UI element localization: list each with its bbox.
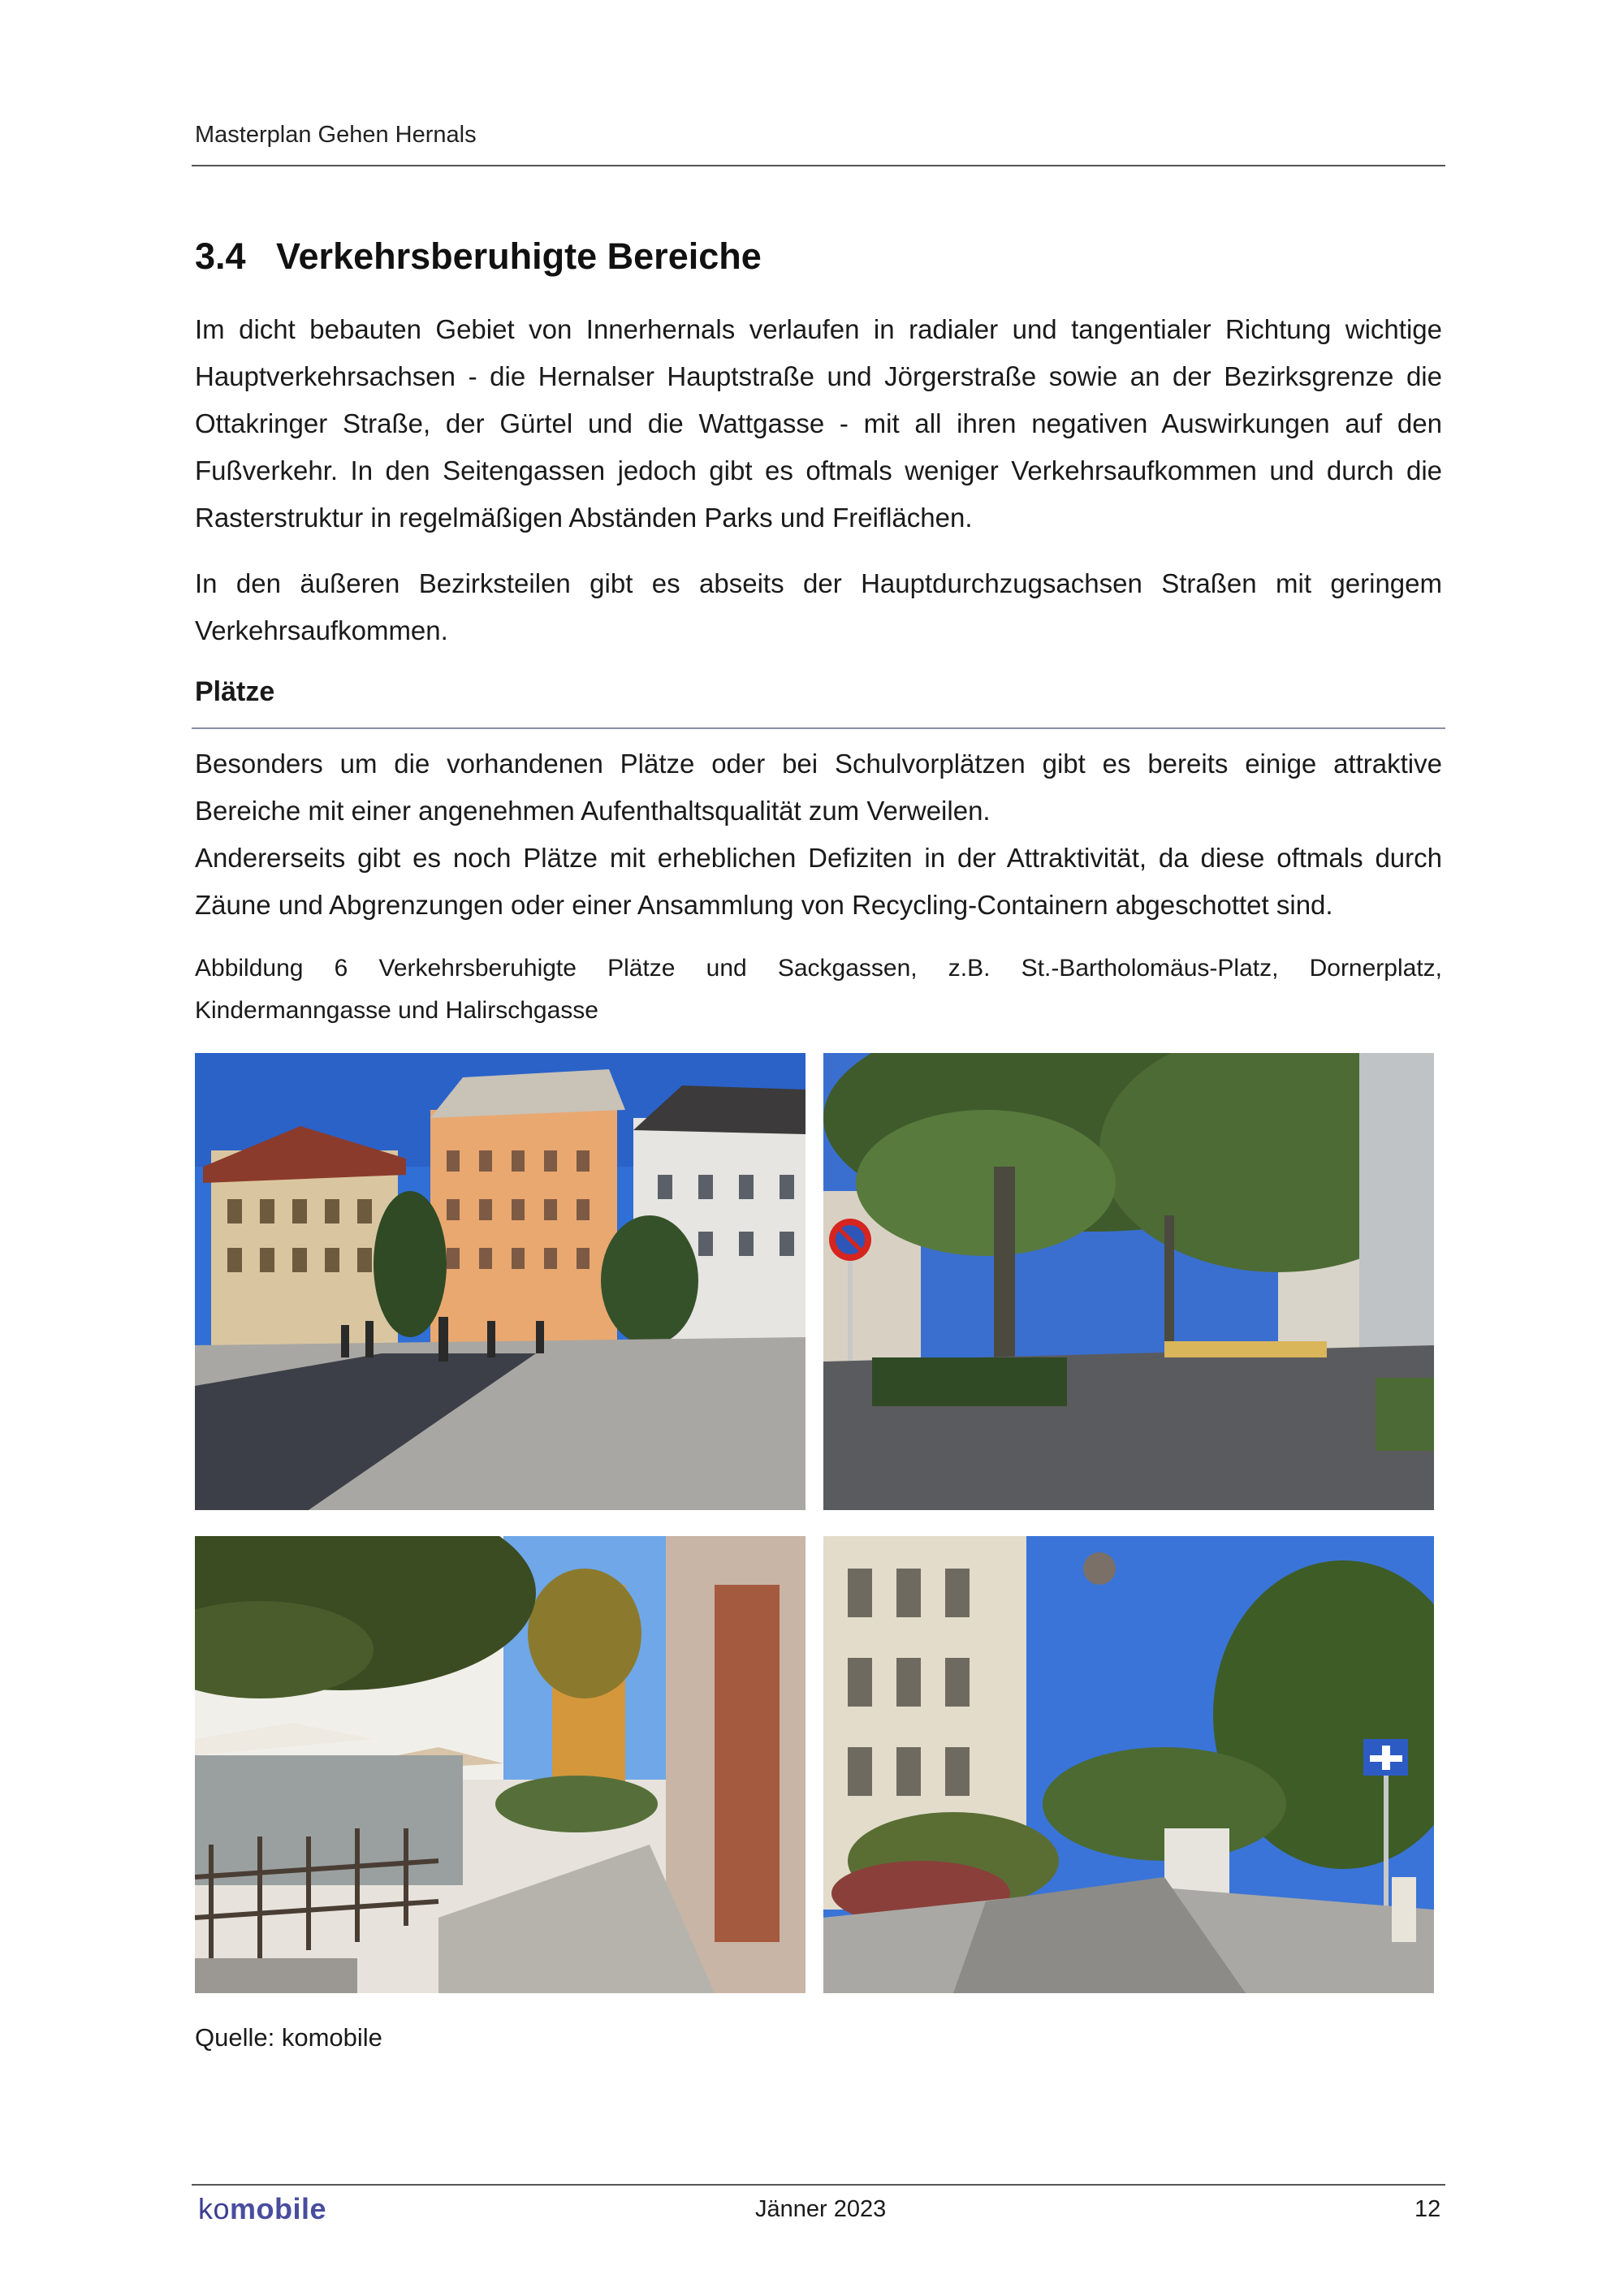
paragraph-line: Verkehrsaufkommen. xyxy=(195,615,448,645)
footer-date: Jänner 2023 xyxy=(755,2196,887,2222)
paragraph-line: In den äußeren Bezirksteilen gibt es abseits der Hauptdurchzugsachsen Straßen mit geringem xyxy=(195,568,1442,598)
paragraph-2 xyxy=(195,560,1442,654)
paragraph-line: Bereiche mit einer angenehmen Aufenthaltsqualität zum Verweilen. xyxy=(195,796,991,826)
page-number: 12 xyxy=(1415,2196,1441,2222)
photo-square-buildings xyxy=(195,1053,806,1510)
photo-tree-alley xyxy=(823,1053,1434,1510)
paragraph-line: Hauptverkehrsachsen - die Hernalser Hauptstraße und Jörgerstraße sowie an der Bezirksgrenze die xyxy=(195,361,1442,391)
header-rule xyxy=(192,165,1445,166)
footer-rule xyxy=(192,2184,1445,2186)
section-number: 3.4 xyxy=(195,235,246,277)
paragraph-line: Zäune und Abgrenzungen oder einer Ansammlung von Recycling-Containern abgeschottet sind. xyxy=(195,890,1333,920)
komobile-logo xyxy=(198,2192,326,2226)
figure-source: Quelle: komobile xyxy=(195,2023,382,2052)
photo-path-sign xyxy=(823,1536,1434,1993)
paragraph-line: Im dicht bebauten Gebiet von Innerhernals verlaufen in radialer und tangentialer Richtung wichtige xyxy=(195,314,1442,344)
paragraph-line: Fußverkehr. In den Seitengassen jedoch gibt es oftmals weniger Verkehrsaufkommen und durch die xyxy=(195,455,1442,486)
caption-line: Kindermanngasse und Halirschgasse xyxy=(195,997,598,1024)
running-header: Masterplan Gehen Hernals xyxy=(195,122,477,148)
subheading-plaetze: Plätze xyxy=(195,676,275,707)
logo-part-light: ko xyxy=(198,2192,231,2225)
subheading-rule xyxy=(192,727,1445,729)
logo-part-bold: mobile xyxy=(230,2192,327,2225)
paragraph-line: Besonders um die vorhandenen Plätze oder bei Schulvorplätzen gibt es bereits einige attraktive xyxy=(195,749,1442,779)
section-heading xyxy=(195,235,762,278)
paragraph-line: Ottakringer Straße, der Gürtel und die Wattgasse - mit all ihren negativen Auswirkungen auf den xyxy=(195,408,1442,438)
paragraph-line: Rasterstruktur in regelmäßigen Abständen Parks und Freiflächen. xyxy=(195,503,973,533)
caption-line: Abbildung 6 Verkehrsberuhigte Plätze und Sackgassen, z.B. St.-Bartholomäus-Platz, Dornerplatz, xyxy=(195,955,1442,982)
section-title: Verkehrsberuhigte Bereiche xyxy=(276,235,762,277)
paragraph-3 xyxy=(195,740,1442,929)
paragraph-1 xyxy=(195,306,1442,542)
photo-lane-cafe xyxy=(195,1536,806,1993)
paragraph-line: Andererseits gibt es noch Plätze mit erheblichen Defiziten in der Attraktivität, da diese oftmals durch xyxy=(195,843,1442,873)
figure-caption xyxy=(195,947,1442,1032)
